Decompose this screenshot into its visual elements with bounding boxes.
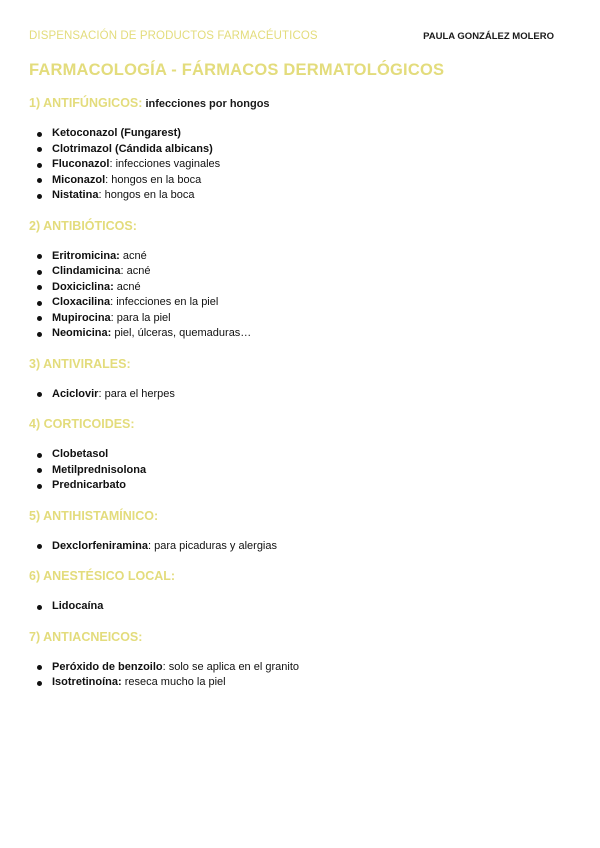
list-item [29, 173, 570, 189]
list-item [29, 660, 570, 676]
bullet-icon [37, 132, 42, 137]
list-item [29, 326, 570, 342]
drug-list [29, 126, 570, 204]
bullet-icon [37, 468, 42, 473]
bullet-icon [37, 392, 42, 397]
drug-name: Miconazol [52, 173, 106, 186]
bullet-icon [37, 194, 42, 199]
bullet-icon [37, 681, 42, 686]
list-item [29, 126, 570, 142]
drug-name: Cloxacilina [52, 296, 111, 308]
section-heading [29, 569, 570, 584]
section-heading [29, 509, 570, 524]
list-item [29, 249, 570, 265]
drug-list [29, 447, 570, 494]
drug-description: : infecciones en la piel [110, 296, 219, 308]
bullet-icon [37, 285, 42, 290]
page-header [29, 30, 554, 46]
drug-name: Clobetasol [52, 448, 109, 460]
drug-description: : hongos en la boca [98, 189, 195, 201]
section-heading-label: 7) ANTIACNEICOS: [29, 629, 143, 644]
bullet-icon [37, 301, 42, 306]
section-heading-note: infecciones por hongos [142, 98, 270, 110]
document-title: FARMACOLOGÍA - FÁRMACOS DERMATOLÓGICOS [29, 61, 445, 79]
drug-name: Mupirocina [52, 311, 111, 324]
drug-name: Neomicina: [52, 327, 112, 339]
list-item [29, 463, 570, 479]
bullet-icon [37, 332, 42, 337]
bullet-icon [37, 147, 42, 152]
drug-name: Isotretinoína: [52, 676, 122, 688]
section-anestesico-local [29, 569, 570, 615]
drug-name: Dexclorfeniramina [52, 539, 148, 552]
section-heading-label: 5) ANTIHISTAMÍNICO: [29, 508, 159, 523]
section-corticoides [29, 417, 570, 494]
bullet-icon [37, 316, 42, 321]
drug-name: Lidocaína [52, 600, 104, 612]
section-heading [29, 417, 570, 432]
list-item [29, 157, 570, 173]
drug-description: : para la piel [110, 311, 171, 324]
drug-list [29, 599, 570, 615]
drug-list [29, 539, 570, 555]
section-heading [29, 219, 570, 234]
drug-description: : para el herpes [98, 387, 175, 400]
section-antibioticos [29, 219, 570, 342]
bullet-icon [37, 163, 42, 168]
section-antivirales [29, 357, 570, 403]
drug-name: Clotrimazol (Cándida albicans) [52, 142, 213, 155]
list-item [29, 264, 570, 280]
drug-description: : acné [120, 265, 151, 277]
section-antifungicos [29, 96, 570, 204]
drug-description: acné [119, 249, 147, 262]
drug-name: Clindamicina [52, 265, 121, 277]
drug-name: Prednicarbato [52, 479, 126, 491]
bullet-icon [37, 178, 42, 183]
bullet-icon [37, 453, 42, 458]
list-item [29, 311, 570, 327]
section-antiacneicos [29, 630, 570, 691]
bullet-icon [37, 605, 42, 610]
drug-list [29, 387, 570, 403]
list-item [29, 539, 570, 555]
drug-description: acné [113, 280, 141, 293]
drug-description: : solo se aplica en el granito [162, 660, 299, 673]
drug-name: Fluconazol [52, 158, 110, 170]
drug-description: : infecciones vaginales [109, 158, 221, 170]
drug-description: : para picaduras y alergias [147, 539, 277, 552]
section-heading-label: 2) ANTIBIÓTICOS: [29, 218, 137, 233]
drug-list [29, 660, 570, 691]
section-heading-label: 4) CORTICOIDES: [29, 417, 135, 431]
section-heading-label: 3) ANTIVIRALES: [29, 356, 131, 371]
bullet-icon [37, 484, 42, 489]
drug-name: Eritromicina: [52, 249, 120, 262]
section-heading [29, 630, 570, 645]
drug-name: Doxiciclina: [52, 280, 114, 293]
list-item [29, 188, 570, 204]
list-item [29, 675, 570, 691]
list-item [29, 478, 570, 494]
bullet-icon [37, 544, 42, 549]
course-title: DISPENSACIÓN DE PRODUCTOS FARMACÉUTICOS [29, 30, 318, 42]
drug-name: Peróxido de benzoilo [52, 660, 163, 673]
bullet-icon [37, 270, 42, 275]
section-heading [29, 96, 570, 111]
document-body [29, 96, 570, 706]
list-item [29, 142, 570, 158]
list-item [29, 599, 570, 615]
drug-list [29, 249, 570, 342]
section-antihistaminico [29, 509, 570, 555]
drug-name: Aciclovir [52, 387, 99, 400]
author-name: PAULA GONZÁLEZ MOLERO [423, 31, 554, 42]
list-item [29, 387, 570, 403]
list-item [29, 447, 570, 463]
bullet-icon [37, 254, 42, 259]
drug-name: Nistatina [52, 189, 99, 201]
list-item [29, 280, 570, 296]
section-heading-label: 6) ANESTÉSICO LOCAL: [29, 569, 176, 583]
drug-description: : hongos en la boca [105, 173, 202, 186]
drug-description: reseca mucho la piel [121, 676, 226, 688]
drug-name: Metilprednisolona [52, 463, 147, 476]
drug-name: Ketoconazol (Fungarest) [52, 127, 181, 139]
section-heading [29, 357, 570, 372]
section-heading-label: 1) ANTIFÚNGICOS: [29, 96, 143, 110]
bullet-icon [37, 665, 42, 670]
drug-description: piel, úlceras, quemaduras… [111, 327, 252, 339]
list-item [29, 295, 570, 311]
